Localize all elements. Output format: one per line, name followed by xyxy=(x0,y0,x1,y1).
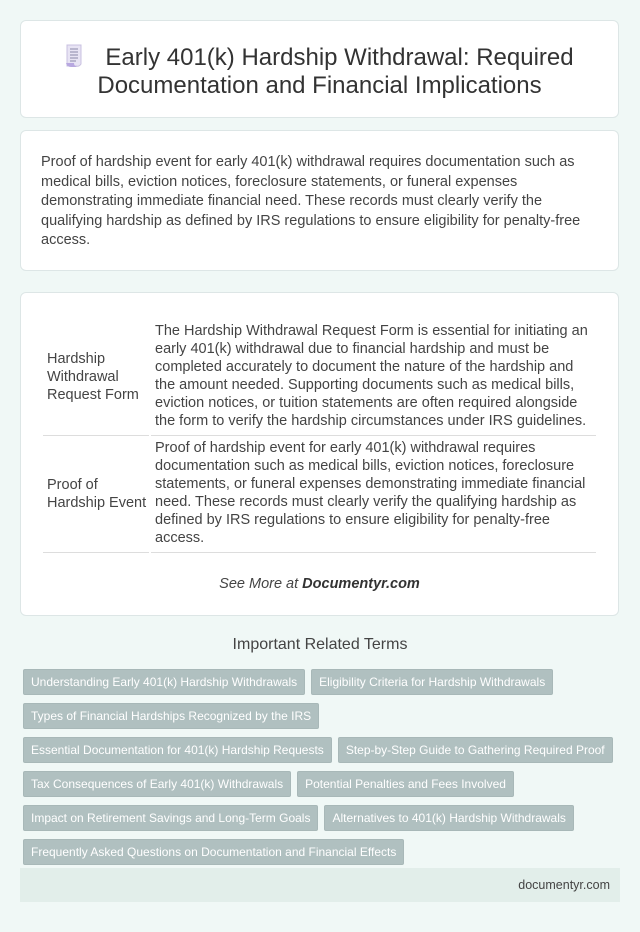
footer xyxy=(20,868,620,902)
related-term-tag[interactable]: Step-by-Step Guide to Gathering Required Proof xyxy=(338,737,613,763)
related-term-tag[interactable]: Types of Financial Hardships Recognized by the IRS xyxy=(23,703,319,729)
page-title-text: Early 401(k) Hardship Withdrawal: Required Documentation and Financial Implications xyxy=(97,44,574,99)
see-more-site[interactable]: Documentyr.com xyxy=(302,576,420,592)
summary-card xyxy=(20,130,619,271)
related-term-tag[interactable]: Tax Consequences of Early 401(k) Withdrawals xyxy=(23,771,291,797)
related-terms-title: Important Related Terms xyxy=(232,636,408,653)
related-term-tag[interactable]: Essential Documentation for 401(k) Hardship Requests xyxy=(23,737,332,763)
related-terms-list xyxy=(23,669,623,873)
term-cell: Proof of Hardship Event xyxy=(43,436,149,553)
page-title xyxy=(21,21,618,100)
description-cell: The Hardship Withdrawal Request Form is essential for initiating an early 401(k) withdrawal due to financial hardship and must be completed accurately to document the nature of the hardship and the amount needed. Supporting documents such as medical bills, eviction notices, or tuition statements are often required alongside the form to verify the hardship circumstances under IRS guidelines. xyxy=(151,319,596,436)
related-term-tag[interactable]: Alternatives to 401(k) Hardship Withdrawals xyxy=(324,805,573,831)
see-more-link[interactable] xyxy=(21,576,618,592)
description-cell: Proof of hardship event for early 401(k) withdrawal requires documentation such as medical bills, eviction notices, foreclosure statements, or funeral expenses demonstrating immediate financial need. These records must clearly verify the qualifying hardship as defined by IRS regulations to ensure eligibility for penalty-free access. xyxy=(151,436,596,553)
table-card xyxy=(20,292,619,616)
footer-site[interactable]: documentyr.com xyxy=(518,878,610,892)
title-card xyxy=(20,20,619,118)
document-icon xyxy=(65,44,83,68)
related-term-tag[interactable]: Potential Penalties and Fees Involved xyxy=(297,771,514,797)
term-cell: Hardship Withdrawal Request Form xyxy=(43,319,149,436)
table-row xyxy=(43,319,596,436)
summary-text: Proof of hardship event for early 401(k) withdrawal requires documentation such as medical bills, eviction notices, foreclosure statements, or funeral expenses demonstrating immediate financial need. These records must clearly verify the qualifying hardship as defined by IRS regulations to ensure eligibility for penalty-free access. xyxy=(41,154,581,248)
table-row xyxy=(43,436,596,553)
related-term-tag[interactable]: Understanding Early 401(k) Hardship Withdrawals xyxy=(23,669,305,695)
terms-table xyxy=(41,319,598,553)
related-term-tag[interactable]: Frequently Asked Questions on Documentation and Financial Effects xyxy=(23,839,404,865)
related-term-tag[interactable]: Impact on Retirement Savings and Long-Term Goals xyxy=(23,805,318,831)
see-more-prefix: See More at xyxy=(219,576,303,592)
related-term-tag[interactable]: Eligibility Criteria for Hardship Withdrawals xyxy=(311,669,553,695)
